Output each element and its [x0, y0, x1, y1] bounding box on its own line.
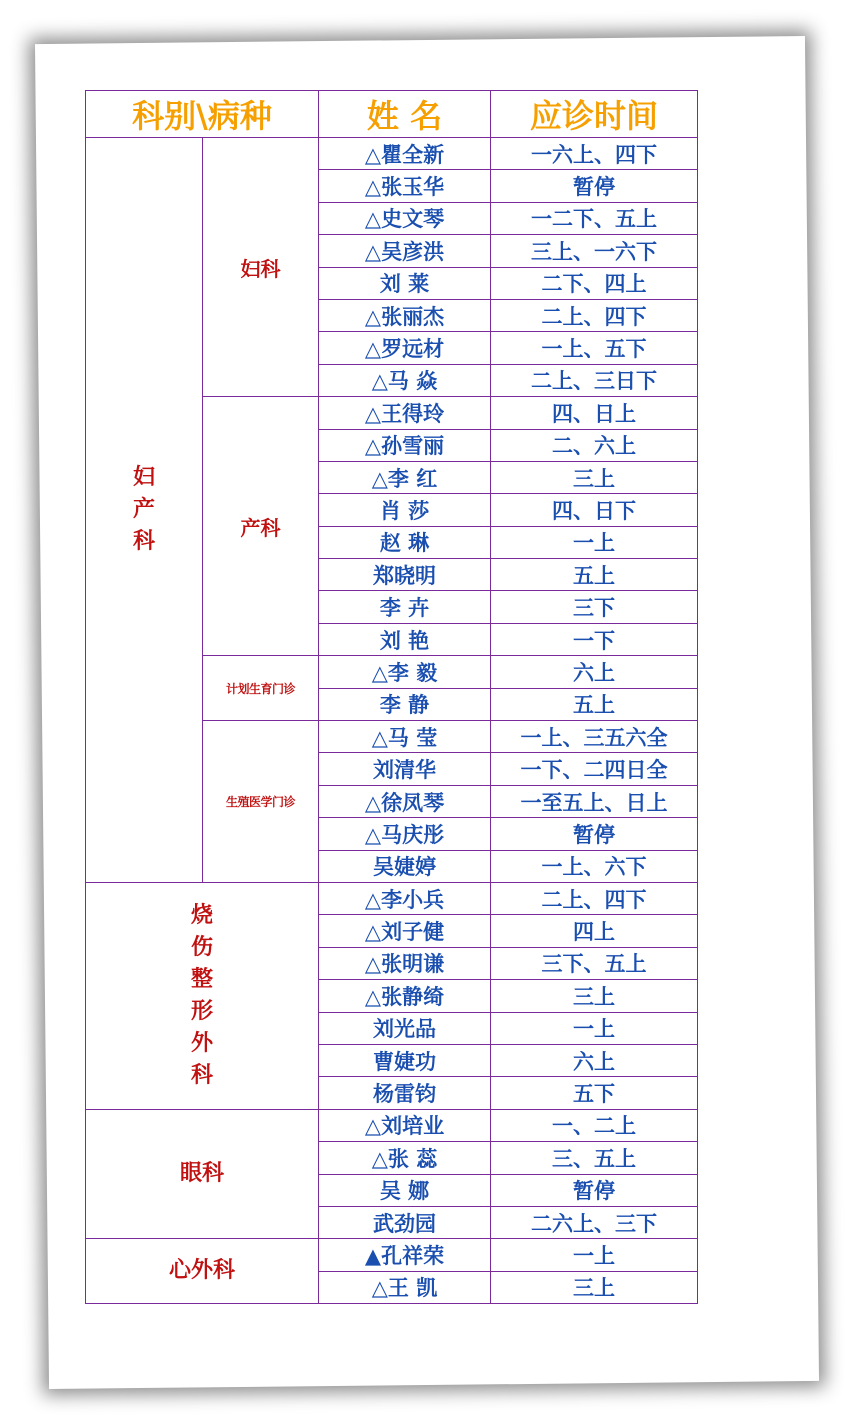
- dept-xinwaike: 心外科: [86, 1239, 319, 1304]
- clinic-time: 暂停: [491, 818, 698, 850]
- dept-shaoshang: 烧伤整形外科: [86, 882, 319, 1109]
- clinic-time: 三上: [491, 980, 698, 1012]
- clinic-time: 二、六上: [491, 429, 698, 461]
- clinic-time: 四上: [491, 915, 698, 947]
- doctor-name: △史文琴: [319, 202, 491, 234]
- clinic-time: 一六上、四下: [491, 138, 698, 170]
- doctor-name: △王 凯: [319, 1271, 491, 1303]
- clinic-time: 一上: [491, 1012, 698, 1044]
- subdept-chanke: 产科: [203, 397, 319, 656]
- doctor-name: △吴彦洪: [319, 235, 491, 267]
- doctor-name: 刘光品: [319, 1012, 491, 1044]
- clinic-time: 三、五上: [491, 1142, 698, 1174]
- doctor-name: △刘培业: [319, 1109, 491, 1141]
- doctor-name: △张丽杰: [319, 299, 491, 331]
- clinic-time: 四、日上: [491, 397, 698, 429]
- doctor-name: 曹婕功: [319, 1044, 491, 1076]
- doctor-name: △张玉华: [319, 170, 491, 202]
- doctor-name: △罗远材: [319, 332, 491, 364]
- clinic-time: 一上: [491, 526, 698, 558]
- clinic-time: 五上: [491, 559, 698, 591]
- clinic-time: 一上、五下: [491, 332, 698, 364]
- doctor-name: △马 焱: [319, 364, 491, 396]
- clinic-time: 一上、三五六全: [491, 721, 698, 753]
- header-row: [86, 91, 698, 138]
- clinic-time: 六上: [491, 656, 698, 688]
- schedule-table: [85, 90, 698, 1304]
- clinic-time: 一二下、五上: [491, 202, 698, 234]
- clinic-time: 三下: [491, 591, 698, 623]
- doctor-name: ▲孔祥荣: [319, 1239, 491, 1271]
- clinic-time: 六上: [491, 1044, 698, 1076]
- clinic-time: 二上、四下: [491, 299, 698, 331]
- header-dept: 科别\病种: [86, 91, 319, 138]
- clinic-time: 五下: [491, 1077, 698, 1109]
- doctor-name: △徐凤琴: [319, 785, 491, 817]
- clinic-time: 三下、五上: [491, 947, 698, 979]
- clinic-time: 一上、六下: [491, 850, 698, 882]
- clinic-time: 三上: [491, 461, 698, 493]
- header-name: 姓 名: [319, 91, 491, 138]
- clinic-time: 三上、一六下: [491, 235, 698, 267]
- header-time: 应诊时间: [491, 91, 698, 138]
- doctor-name: 刘 艳: [319, 623, 491, 655]
- doctor-name: 吴 娜: [319, 1174, 491, 1206]
- clinic-time: 暂停: [491, 1174, 698, 1206]
- table-row: [86, 1109, 698, 1141]
- doctor-name: △孙雪丽: [319, 429, 491, 461]
- doctor-name: △李 毅: [319, 656, 491, 688]
- clinic-time: 二下、四上: [491, 267, 698, 299]
- clinic-time: 三上: [491, 1271, 698, 1303]
- doctor-name: △李小兵: [319, 882, 491, 914]
- clinic-time: 一上: [491, 1239, 698, 1271]
- doctor-name: 吴婕婷: [319, 850, 491, 882]
- doctor-name: 李 卉: [319, 591, 491, 623]
- dept-yanke: 眼科: [86, 1109, 319, 1239]
- table-row: [86, 882, 698, 914]
- clinic-time: 一、二上: [491, 1109, 698, 1141]
- clinic-time: 一至五上、日上: [491, 785, 698, 817]
- clinic-time: 二上、四下: [491, 882, 698, 914]
- doctor-name: 杨雷钧: [319, 1077, 491, 1109]
- doctor-name: 李 静: [319, 688, 491, 720]
- subdept-jihua: 计划生育门诊: [203, 656, 319, 721]
- doctor-name: △张静绮: [319, 980, 491, 1012]
- table-row: [86, 138, 698, 170]
- doctor-name: 郑晓明: [319, 559, 491, 591]
- dept-fuchanke: 妇产科: [86, 138, 203, 883]
- doctor-name: △王得玲: [319, 397, 491, 429]
- clinic-time: 二六上、三下: [491, 1206, 698, 1238]
- doctor-name: △马 莹: [319, 721, 491, 753]
- doctor-name: 刘 莱: [319, 267, 491, 299]
- subdept-fuke: 妇科: [203, 138, 319, 397]
- clinic-time: 二上、三日下: [491, 364, 698, 396]
- doctor-name: 刘清华: [319, 753, 491, 785]
- clinic-time: 一下、二四日全: [491, 753, 698, 785]
- clinic-time: 五上: [491, 688, 698, 720]
- doctor-name: 肖 莎: [319, 494, 491, 526]
- subdept-shengzhi: 生殖医学门诊: [203, 721, 319, 883]
- doctor-name: △李 红: [319, 461, 491, 493]
- doctor-name: 武劲园: [319, 1206, 491, 1238]
- clinic-time: 一下: [491, 623, 698, 655]
- doctor-name: △张 蕊: [319, 1142, 491, 1174]
- doctor-name: △刘子健: [319, 915, 491, 947]
- table-row: [86, 1239, 698, 1271]
- clinic-time: 四、日下: [491, 494, 698, 526]
- doctor-name: △瞿全新: [319, 138, 491, 170]
- doctor-name: 赵 琳: [319, 526, 491, 558]
- doctor-name: △张明谦: [319, 947, 491, 979]
- doctor-name: △马庆彤: [319, 818, 491, 850]
- clinic-time: 暂停: [491, 170, 698, 202]
